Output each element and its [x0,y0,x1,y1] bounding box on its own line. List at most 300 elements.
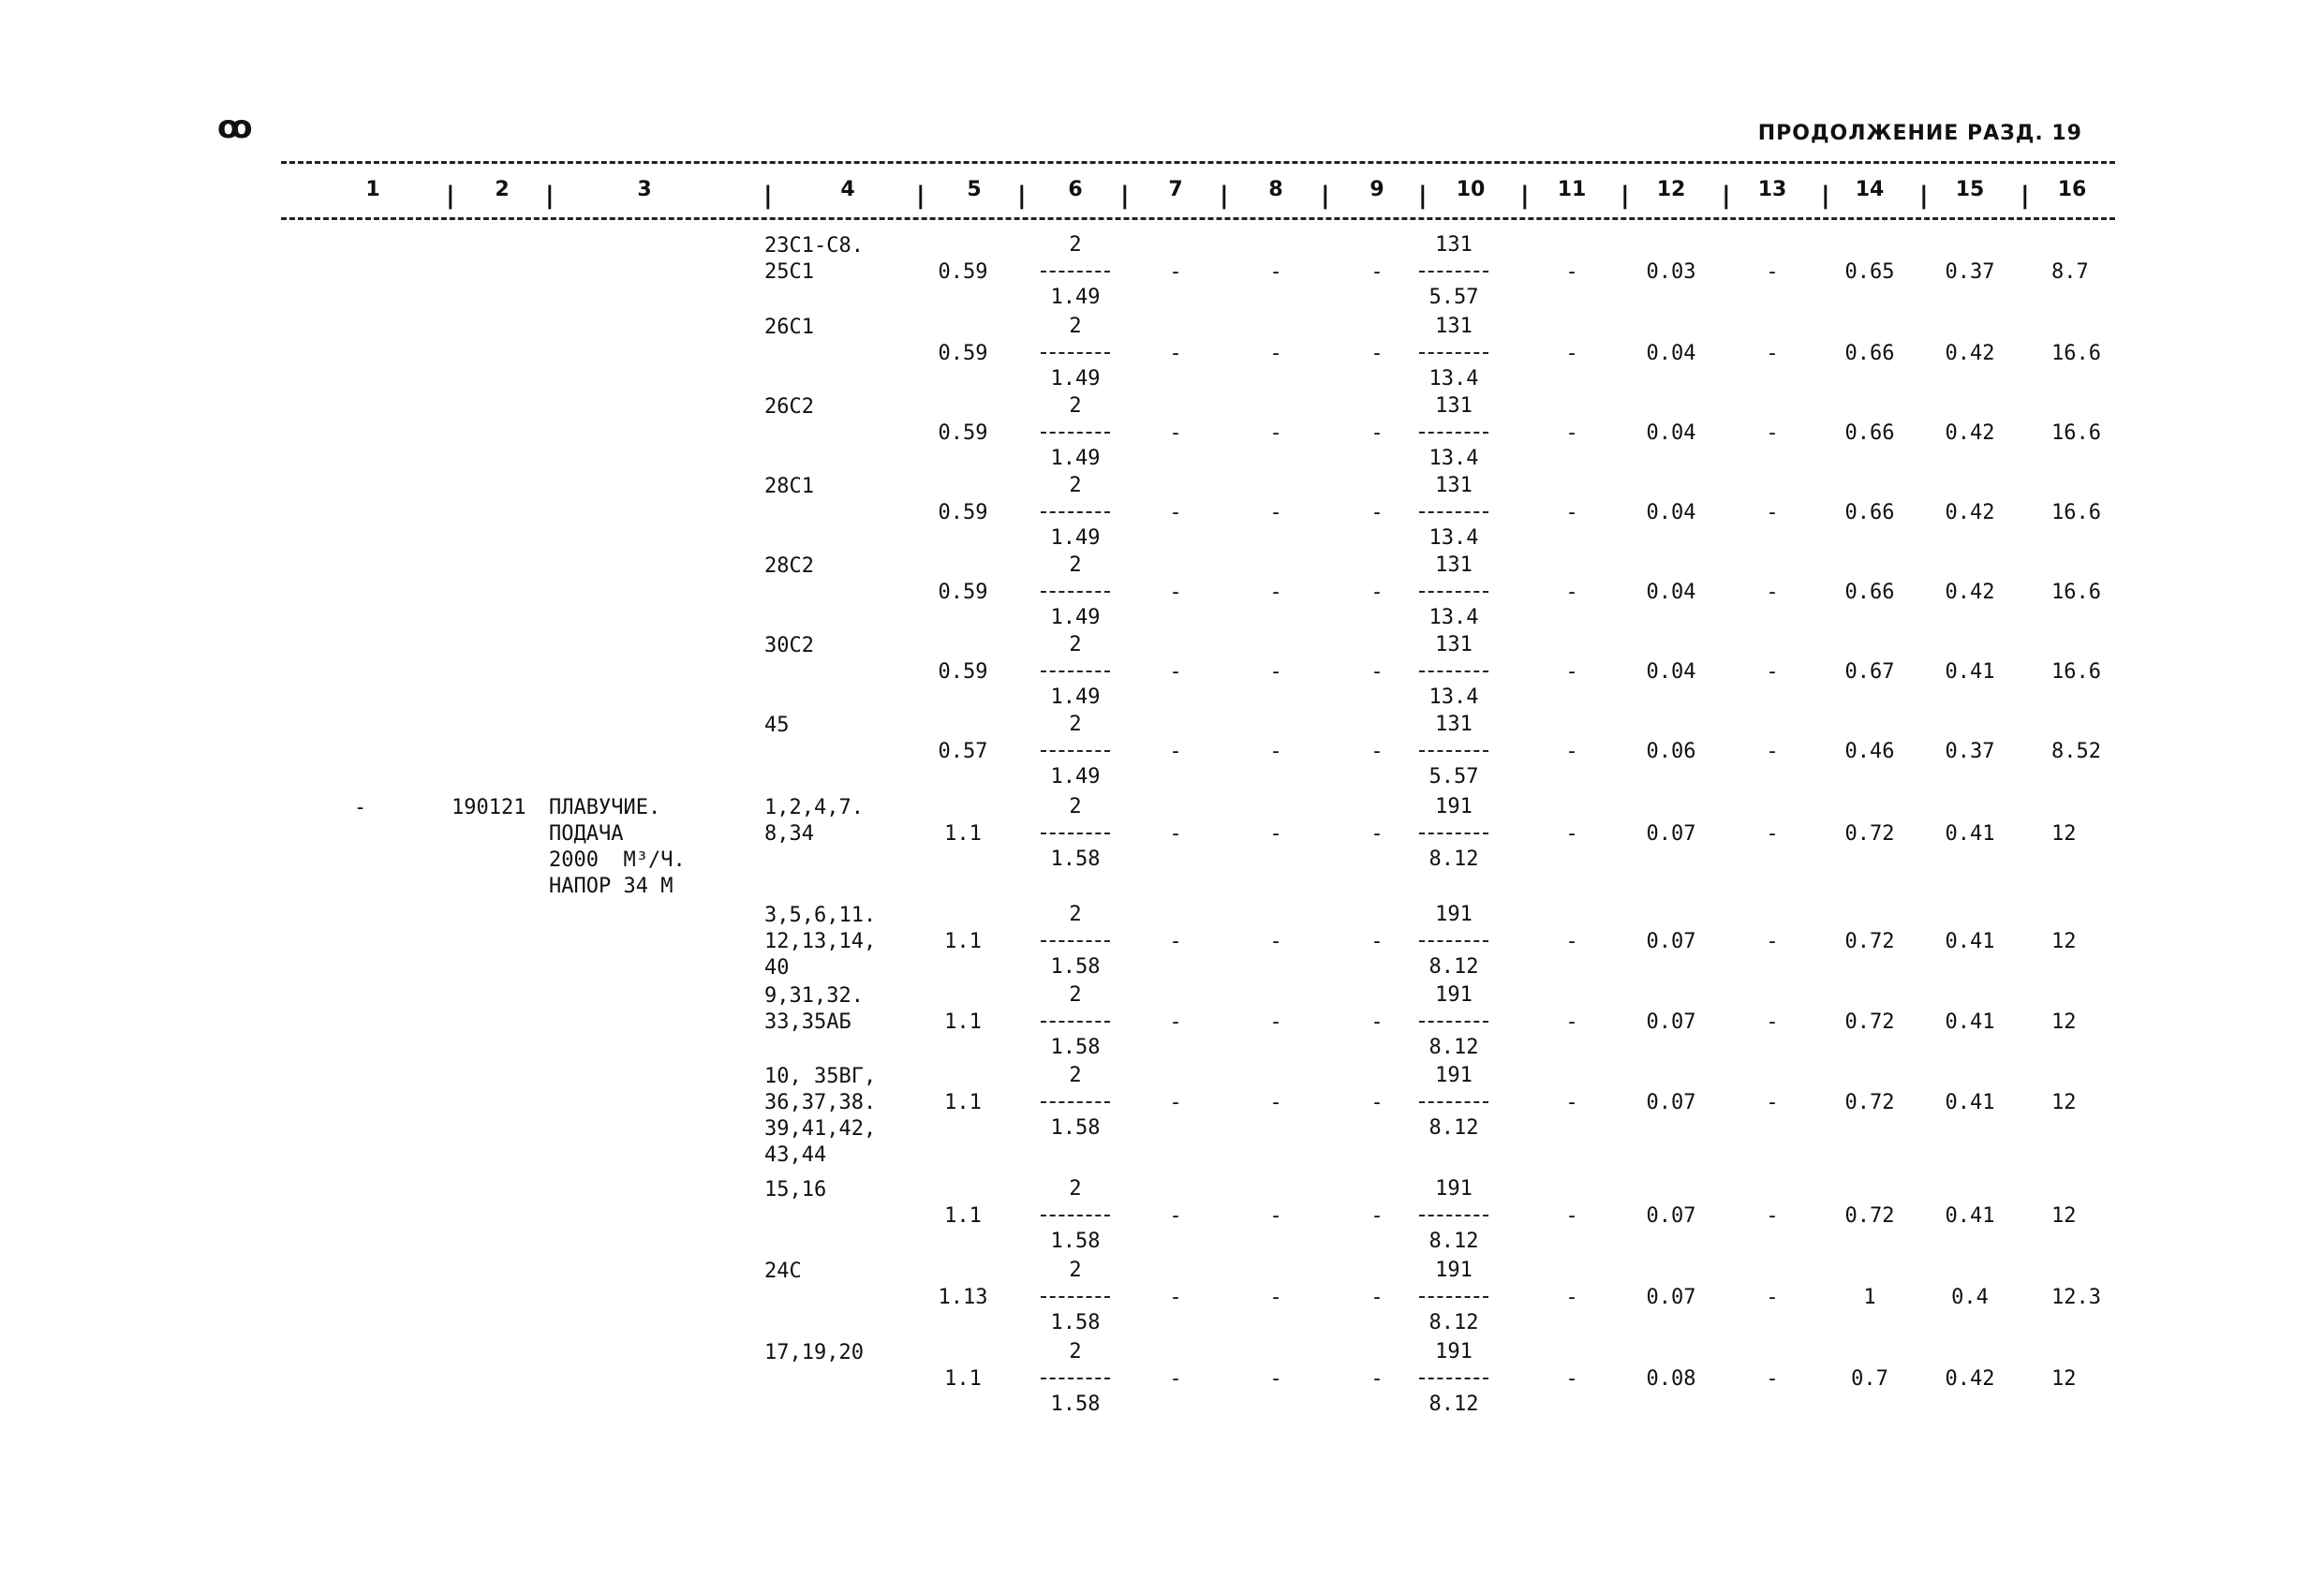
cell-col11: - [1565,1367,1578,1391]
row-designation: 30С2 [764,634,814,657]
cell-col11: - [1565,822,1578,846]
cell-col7: - [1169,581,1182,604]
fraction-col6 [1041,473,1110,552]
cell-col11: - [1565,1010,1578,1034]
fraction-col6 [1041,232,1110,311]
row-designation: 9,31,32. [764,984,864,1008]
cell-col16: 16.6 [2051,660,2101,684]
cell-col12: 0.04 [1646,501,1696,524]
row-designation: 15,16 [764,1178,827,1201]
column-header-12: 12 [1656,178,1686,201]
column-header-6: 6 [1068,178,1083,201]
equipment-description: 2000 М³/Ч. [549,848,686,872]
cell-col5: 0.59 [938,421,988,445]
fraction-col6 [1041,314,1110,392]
cell-col16: 12 [2051,1091,2077,1114]
fraction-col10-bar [1419,591,1488,593]
row-designation: 26С1 [764,316,814,339]
cell-col11: - [1565,1091,1578,1114]
fraction-col6-numerator: 2 [1069,474,1082,497]
fraction-col10-bar [1419,432,1488,434]
fraction-col10-bar [1419,1101,1488,1103]
cell-col7: - [1169,822,1182,846]
cell-col7: - [1169,930,1182,953]
cell-col12: 0.07 [1646,1204,1696,1228]
fraction-col10 [1419,902,1488,980]
fraction-col6-bar [1041,1021,1110,1023]
fraction-col10-bar [1419,750,1488,752]
cell-col11: - [1565,421,1578,445]
cell-col15: 0.41 [1945,822,1995,846]
fraction-col10-denominator: 8.12 [1428,848,1479,871]
cell-col5: 1.1 [944,1367,982,1391]
cell-col8: - [1269,740,1282,763]
cell-col13: - [1766,1010,1779,1034]
fraction-col6-numerator: 2 [1069,903,1082,926]
cell-col15: 0.37 [1945,740,1995,763]
fraction-col10-numerator: 191 [1435,1340,1473,1364]
cell-col12: 0.04 [1646,342,1696,365]
cell-col9: - [1370,581,1384,604]
fraction-col6-denominator: 1.49 [1050,526,1101,550]
fraction-col10-denominator: 8.12 [1428,1311,1479,1334]
fraction-col10-denominator: 8.12 [1428,1036,1479,1059]
fraction-col6-bar [1041,833,1110,834]
header-bottom-rule [281,217,2115,220]
cell-col12: 0.07 [1646,1010,1696,1034]
fraction-col10-denominator: 13.4 [1428,447,1479,470]
fraction-col6-numerator: 2 [1069,1259,1082,1282]
cell-col5: 1.1 [944,822,982,846]
cell-col5: 1.1 [944,930,982,953]
fraction-col6-denominator: 1.58 [1050,848,1101,871]
fraction-col6-denominator: 1.49 [1050,367,1101,391]
row-designation: 39,41,42, [764,1117,877,1141]
fraction-col10-denominator: 13.4 [1428,367,1479,391]
cell-col16: 16.6 [2051,421,2101,445]
row-designation: 25С1 [764,260,814,284]
cell-col14: 0.72 [1844,930,1895,953]
cell-col8: - [1269,1367,1282,1391]
cell-col16: 16.6 [2051,581,2101,604]
cell-col7: - [1169,1204,1182,1228]
fraction-col6-numerator: 2 [1069,983,1082,1007]
fraction-col10 [1419,473,1488,552]
fraction-col6-bar [1041,1296,1110,1298]
fraction-col6 [1041,982,1110,1061]
fraction-col10-denominator: 5.57 [1428,765,1479,789]
cell-col12: 0.08 [1646,1367,1696,1391]
fraction-col10-bar [1419,1021,1488,1023]
cell-col9: - [1370,1010,1384,1034]
column-header-5: 5 [967,178,982,201]
fraction-col6-bar [1041,432,1110,434]
fraction-col6-numerator: 2 [1069,1340,1082,1364]
cell-col12: 0.07 [1646,1091,1696,1114]
cell-col14: 0.66 [1844,501,1895,524]
cell-col11: - [1565,740,1578,763]
fraction-col10-bar [1419,1378,1488,1379]
fraction-col6-bar [1041,1378,1110,1379]
cell-col9: - [1370,1204,1384,1228]
cell-col14: 0.7 [1851,1367,1888,1391]
row-designation: 26С2 [764,395,814,419]
fraction-col10-denominator: 8.12 [1428,955,1479,979]
fraction-col10 [1419,712,1488,790]
fraction-col6-numerator: 2 [1069,394,1082,418]
fraction-col6-numerator: 2 [1069,233,1082,257]
row-designation: 36,37,38. [764,1091,877,1114]
cell-col8: - [1269,660,1282,684]
cell-col9: - [1370,822,1384,846]
fraction-col10-denominator: 13.4 [1428,526,1479,550]
column-header-10: 10 [1456,178,1486,201]
fraction-col10-numerator: 131 [1435,713,1473,736]
cell-col14: 0.72 [1844,1091,1895,1114]
column-header-9: 9 [1369,178,1384,201]
column-header-11: 11 [1557,178,1587,201]
cell-col15: 0.41 [1945,1091,1995,1114]
row-designation: 28С1 [764,475,814,498]
fraction-col6-numerator: 2 [1069,713,1082,736]
cell-col7: - [1169,1367,1182,1391]
cell-col14: 0.66 [1844,581,1895,604]
cell-col5: 0.59 [938,660,988,684]
row-designation: 28С2 [764,554,814,578]
cell-col8: - [1269,421,1282,445]
fraction-col6-numerator: 2 [1069,633,1082,656]
fraction-col10-numerator: 191 [1435,903,1473,926]
fraction-col6-numerator: 2 [1069,315,1082,338]
row-designation: 3,5,6,11. [764,904,877,927]
fraction-col10-denominator: 13.4 [1428,685,1479,709]
cell-col7: - [1169,1010,1182,1034]
cell-col9: - [1370,501,1384,524]
fraction-col6-bar [1041,940,1110,942]
column-header-2: 2 [495,178,510,201]
cell-col9: - [1370,1286,1384,1309]
fraction-col6-numerator: 2 [1069,1177,1082,1201]
cell-col14: 0.66 [1844,342,1895,365]
cell-col13: - [1766,1204,1779,1228]
cell-col8: - [1269,1286,1282,1309]
fraction-col6 [1041,1176,1110,1255]
cell-col5: 1.1 [944,1091,982,1114]
fraction-col10-bar [1419,833,1488,834]
equipment-description: ПЛАВУЧИЕ. [549,796,661,819]
cell-col15: 0.42 [1945,581,1995,604]
cell-col13: - [1766,660,1779,684]
cell-col14: 0.65 [1844,260,1895,284]
column-header-4: 4 [840,178,855,201]
cell-col15: 0.41 [1945,1204,1995,1228]
fraction-col6-denominator: 1.49 [1050,447,1101,470]
row-designation: 8,34 [764,822,814,846]
fraction-col6-numerator: 2 [1069,1064,1082,1087]
fraction-col10-denominator: 5.57 [1428,286,1479,309]
row-designation: 45 [764,714,790,737]
fraction-col10-bar [1419,671,1488,672]
fraction-col10 [1419,1339,1488,1418]
fraction-col6 [1041,794,1110,873]
cell-col8: - [1269,260,1282,284]
fraction-col10-bar [1419,1215,1488,1216]
cell-col8: - [1269,822,1282,846]
fraction-col10-numerator: 131 [1435,233,1473,257]
cell-col13: - [1766,581,1779,604]
cell-col14: 0.72 [1844,1010,1895,1034]
cell-col8: - [1269,501,1282,524]
cell-col16: 12.3 [2051,1286,2101,1309]
cell-col9: - [1370,930,1384,953]
column-header-8: 8 [1268,178,1283,201]
cell-col14: 0.46 [1844,740,1895,763]
fraction-col10 [1419,1176,1488,1255]
equipment-description: НАПОР 34 М [549,875,674,898]
cell-col13: - [1766,822,1779,846]
cell-col16: 12 [2051,1367,2077,1391]
cell-col15: 0.37 [1945,260,1995,284]
column-header-16: 16 [2057,178,2087,201]
cell-col8: - [1269,342,1282,365]
cell-col5: 0.59 [938,501,988,524]
cell-col5: 0.59 [938,581,988,604]
fraction-col6-bar [1041,671,1110,672]
cell-col12: 0.04 [1646,660,1696,684]
cell-col9: - [1370,421,1384,445]
cell-col13: - [1766,501,1779,524]
page-mark: ꚙ [217,109,253,146]
cell-col11: - [1565,342,1578,365]
fraction-col6 [1041,393,1110,472]
fraction-col10-bar [1419,352,1488,354]
fraction-col6-bar [1041,271,1110,273]
fraction-col6-bar [1041,1215,1110,1216]
fraction-col6 [1041,553,1110,631]
cell-col12: 0.04 [1646,421,1696,445]
cell-col15: 0.41 [1945,1010,1995,1034]
fraction-col6 [1041,1063,1110,1142]
group-marker: - [354,796,367,819]
fraction-col10 [1419,794,1488,873]
fraction-col6-numerator: 2 [1069,795,1082,818]
fraction-col6-denominator: 1.49 [1050,606,1101,629]
cell-col8: - [1269,1010,1282,1034]
cell-col14: 0.72 [1844,1204,1895,1228]
fraction-col10-numerator: 131 [1435,474,1473,497]
cell-col13: - [1766,421,1779,445]
cell-col7: - [1169,260,1182,284]
fraction-col6 [1041,902,1110,980]
row-designation: 23С1-С8. [764,234,864,258]
cell-col5: 0.57 [938,740,988,763]
equipment-description: ПОДАЧА [549,822,624,846]
fraction-col6-denominator: 1.58 [1050,1036,1101,1059]
cell-col16: 8.7 [2051,260,2089,284]
cell-col7: - [1169,342,1182,365]
fraction-col10 [1419,393,1488,472]
fraction-col10 [1419,632,1488,711]
cell-col11: - [1565,1204,1578,1228]
cell-col5: 0.59 [938,260,988,284]
cell-col11: - [1565,930,1578,953]
cell-col13: - [1766,1091,1779,1114]
cell-col16: 12 [2051,822,2077,846]
fraction-col10-numerator: 131 [1435,394,1473,418]
cell-col13: - [1766,930,1779,953]
fraction-col10-numerator: 191 [1435,983,1473,1007]
fraction-col10-bar [1419,511,1488,513]
fraction-col6-denominator: 1.49 [1050,286,1101,309]
cell-col7: - [1169,660,1182,684]
cell-col11: - [1565,260,1578,284]
cell-col15: 0.42 [1945,1367,1995,1391]
row-designation: 12,13,14, [764,930,877,953]
fraction-col10 [1419,1063,1488,1142]
fraction-col6 [1041,632,1110,711]
cell-col13: - [1766,1286,1779,1309]
cell-col8: - [1269,581,1282,604]
column-header-7: 7 [1168,178,1183,201]
fraction-col6-denominator: 1.58 [1050,955,1101,979]
cell-col9: - [1370,660,1384,684]
fraction-col10-denominator: 8.12 [1428,1393,1479,1416]
fraction-col10 [1419,982,1488,1061]
row-designation: 43,44 [764,1143,827,1167]
fraction-col6-denominator: 1.49 [1050,685,1101,709]
fraction-col10-bar [1419,940,1488,942]
cell-col16: 12 [2051,930,2077,953]
equipment-code: 190121 [451,796,526,819]
cell-col13: - [1766,342,1779,365]
fraction-col10-bar [1419,271,1488,273]
cell-col12: 0.07 [1646,930,1696,953]
header-top-rule [281,161,2115,164]
cell-col12: 0.07 [1646,822,1696,846]
row-designation: 40 [764,956,790,980]
cell-col7: - [1169,1286,1182,1309]
fraction-col10-numerator: 191 [1435,1064,1473,1087]
cell-col15: 0.41 [1945,660,1995,684]
fraction-col10-numerator: 191 [1435,795,1473,818]
cell-col11: - [1565,660,1578,684]
cell-col12: 0.06 [1646,740,1696,763]
cell-col11: - [1565,501,1578,524]
cell-col8: - [1269,1204,1282,1228]
cell-col5: 1.1 [944,1204,982,1228]
fraction-col6-bar [1041,352,1110,354]
cell-col12: 0.03 [1646,260,1696,284]
cell-col12: 0.07 [1646,1286,1696,1309]
cell-col15: 0.42 [1945,342,1995,365]
cell-col7: - [1169,740,1182,763]
row-designation: 10, 35ВГ, [764,1065,877,1088]
fraction-col6-bar [1041,750,1110,752]
cell-col15: 0.41 [1945,930,1995,953]
cell-col7: - [1169,501,1182,524]
cell-col12: 0.04 [1646,581,1696,604]
fraction-col10-numerator: 191 [1435,1259,1473,1282]
cell-col8: - [1269,1091,1282,1114]
cell-col15: 0.42 [1945,501,1995,524]
cell-col11: - [1565,1286,1578,1309]
fraction-col6 [1041,712,1110,790]
column-header-1: 1 [365,178,380,201]
fraction-col6-denominator: 1.58 [1050,1116,1101,1140]
cell-col5: 1.13 [938,1286,988,1309]
fraction-col6-bar [1041,1101,1110,1103]
fraction-col6-denominator: 1.58 [1050,1230,1101,1253]
cell-col9: - [1370,1091,1384,1114]
fraction-col6-denominator: 1.58 [1050,1393,1101,1416]
fraction-col10-denominator: 8.12 [1428,1116,1479,1140]
continuation-title: ПРОДОЛЖЕНИЕ РАЗД. 19 [1757,122,2082,145]
cell-col16: 16.6 [2051,342,2101,365]
fraction-col10-numerator: 131 [1435,553,1473,577]
fraction-col10-numerator: 131 [1435,315,1473,338]
row-designation: 24С [764,1260,802,1283]
fraction-col6 [1041,1339,1110,1418]
cell-col16: 12 [2051,1204,2077,1228]
row-designation: 33,35АБ [764,1010,851,1034]
cell-col13: - [1766,1367,1779,1391]
column-header-13: 13 [1757,178,1787,201]
cell-col16: 16.6 [2051,501,2101,524]
fraction-col6-numerator: 2 [1069,553,1082,577]
fraction-col10-numerator: 131 [1435,633,1473,656]
fraction-col10-bar [1419,1296,1488,1298]
cell-col9: - [1370,1367,1384,1391]
fraction-col6-denominator: 1.49 [1050,765,1101,789]
cell-col7: - [1169,421,1182,445]
cell-col14: 0.67 [1844,660,1895,684]
fraction-col6-bar [1041,511,1110,513]
cell-col11: - [1565,581,1578,604]
column-header-15: 15 [1955,178,1985,201]
fraction-col6-denominator: 1.58 [1050,1311,1101,1334]
cell-col15: 0.4 [1951,1286,1989,1309]
cell-col9: - [1370,260,1384,284]
column-header-14: 14 [1855,178,1885,201]
cell-col13: - [1766,740,1779,763]
fraction-col10 [1419,232,1488,311]
cell-col16: 8.52 [2051,740,2101,763]
cell-col14: 0.72 [1844,822,1895,846]
row-designation: 1,2,4,7. [764,796,864,819]
cell-col16: 12 [2051,1010,2077,1034]
cell-col5: 1.1 [944,1010,982,1034]
fraction-col10-numerator: 191 [1435,1177,1473,1201]
cell-col5: 0.59 [938,342,988,365]
cell-col13: - [1766,260,1779,284]
fraction-col10 [1419,553,1488,631]
cell-col9: - [1370,342,1384,365]
cell-col9: - [1370,740,1384,763]
fraction-col10-denominator: 8.12 [1428,1230,1479,1253]
column-header-3: 3 [637,178,652,201]
cell-col7: - [1169,1091,1182,1114]
fraction-col10-denominator: 13.4 [1428,606,1479,629]
cell-col14: 0.66 [1844,421,1895,445]
fraction-col6 [1041,1258,1110,1336]
fraction-col10 [1419,1258,1488,1336]
fraction-col10 [1419,314,1488,392]
fraction-col6-bar [1041,591,1110,593]
cell-col15: 0.42 [1945,421,1995,445]
cell-col14: 1 [1863,1286,1876,1309]
cell-col8: - [1269,930,1282,953]
row-designation: 17,19,20 [764,1341,864,1364]
